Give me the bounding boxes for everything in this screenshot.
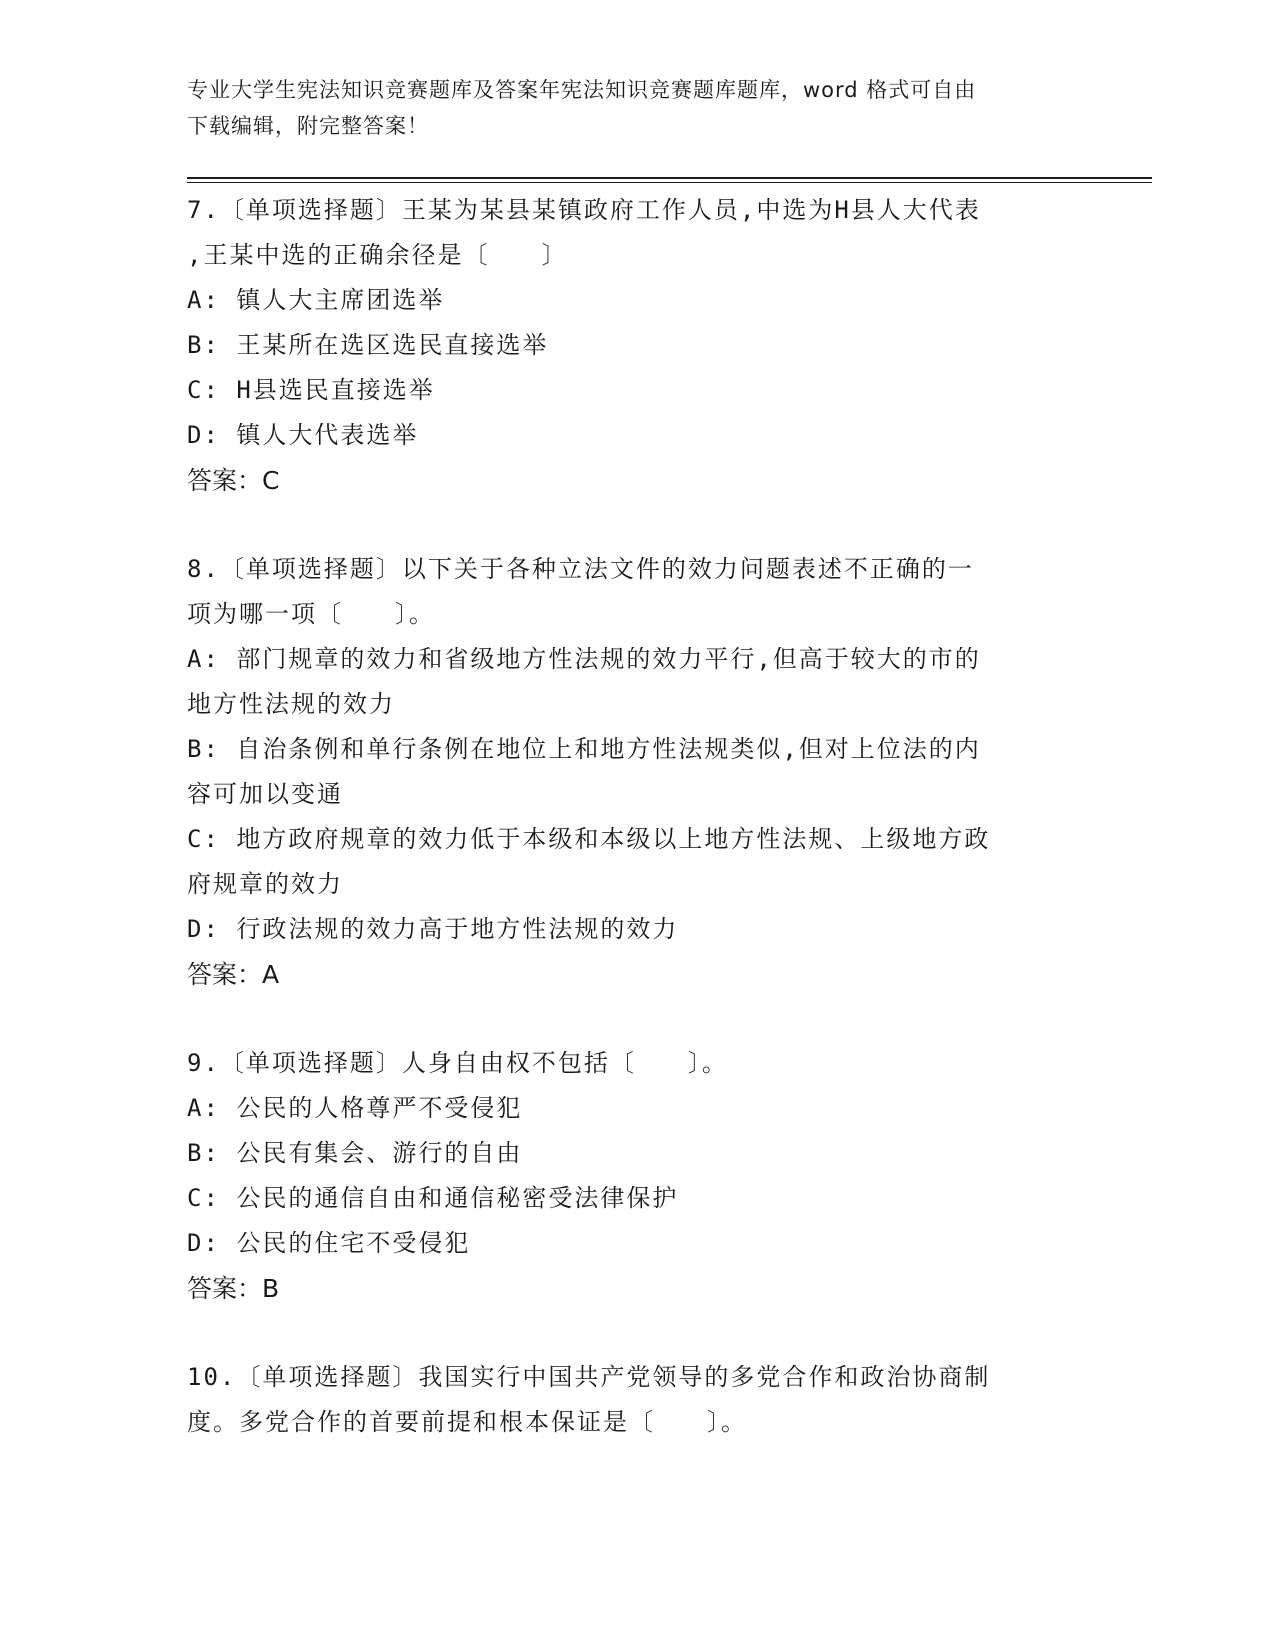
header-line-2: 下载编辑，附完整答案！ (187, 114, 429, 138)
question-stem: ,王某中选的正确余径是〔 〕 (187, 241, 568, 269)
header-line-1: 专业大学生宪法知识竞赛题库及答案年宪法知识竞赛题库题库，word 格式可自由 (187, 78, 977, 102)
option-a: A: 镇人大主席团选举 (187, 286, 445, 314)
option-b-cont: 容可加以变通 (187, 780, 343, 808)
option-a: A: 部门规章的效力和省级地方性法规的效力平行,但高于较大的市的 (187, 645, 981, 673)
option-c-cont: 府规章的效力 (187, 870, 343, 898)
document-header (187, 72, 1067, 144)
answer: 答案：B (187, 1274, 280, 1303)
option-b: B: 自治条例和单行条例在地位上和地方性法规类似,但对上位法的内 (187, 735, 981, 763)
option-b: B: 公民有集会、游行的自由 (187, 1139, 523, 1167)
header-divider-thick (187, 177, 1152, 179)
question-stem: 10.〔单项选择题〕我国实行中国共产党领导的多党合作和政治协商制 (187, 1363, 991, 1391)
option-c: C: H县选民直接选举 (187, 376, 435, 404)
question-stem: 8.〔单项选择题〕以下关于各种立法文件的效力问题表述不正确的一 (187, 555, 974, 583)
option-c: C: 地方政府规章的效力低于本级和本级以上地方性法规、上级地方政 (187, 825, 991, 853)
question-8 (187, 547, 1087, 997)
option-d: D: 公民的住宅不受侵犯 (187, 1229, 471, 1257)
option-a: A: 公民的人格尊严不受侵犯 (187, 1094, 523, 1122)
question-10 (187, 1355, 1087, 1445)
question-list (187, 188, 1087, 1489)
header-divider-thin (187, 182, 1152, 183)
option-d: D: 镇人大代表选举 (187, 421, 419, 449)
option-a-cont: 地方性法规的效力 (187, 690, 395, 718)
question-7 (187, 188, 1087, 503)
question-stem: 9.〔单项选择题〕人身自由权不包括〔 〕。 (187, 1049, 728, 1077)
answer: 答案：A (187, 960, 280, 989)
question-9 (187, 1041, 1087, 1311)
question-stem: 度。多党合作的首要前提和根本保证是〔 〕。 (187, 1408, 747, 1436)
option-d: D: 行政法规的效力高于地方性法规的效力 (187, 915, 679, 943)
answer: 答案：C (187, 466, 280, 495)
option-c: C: 公民的通信自由和通信秘密受法律保护 (187, 1184, 679, 1212)
question-stem: 项为哪一项〔 〕。 (187, 600, 435, 628)
question-stem: 7.〔单项选择题〕王某为某县某镇政府工作人员,中选为H县人大代表 (187, 196, 981, 224)
option-b: B: 王某所在选区选民直接选举 (187, 331, 549, 359)
